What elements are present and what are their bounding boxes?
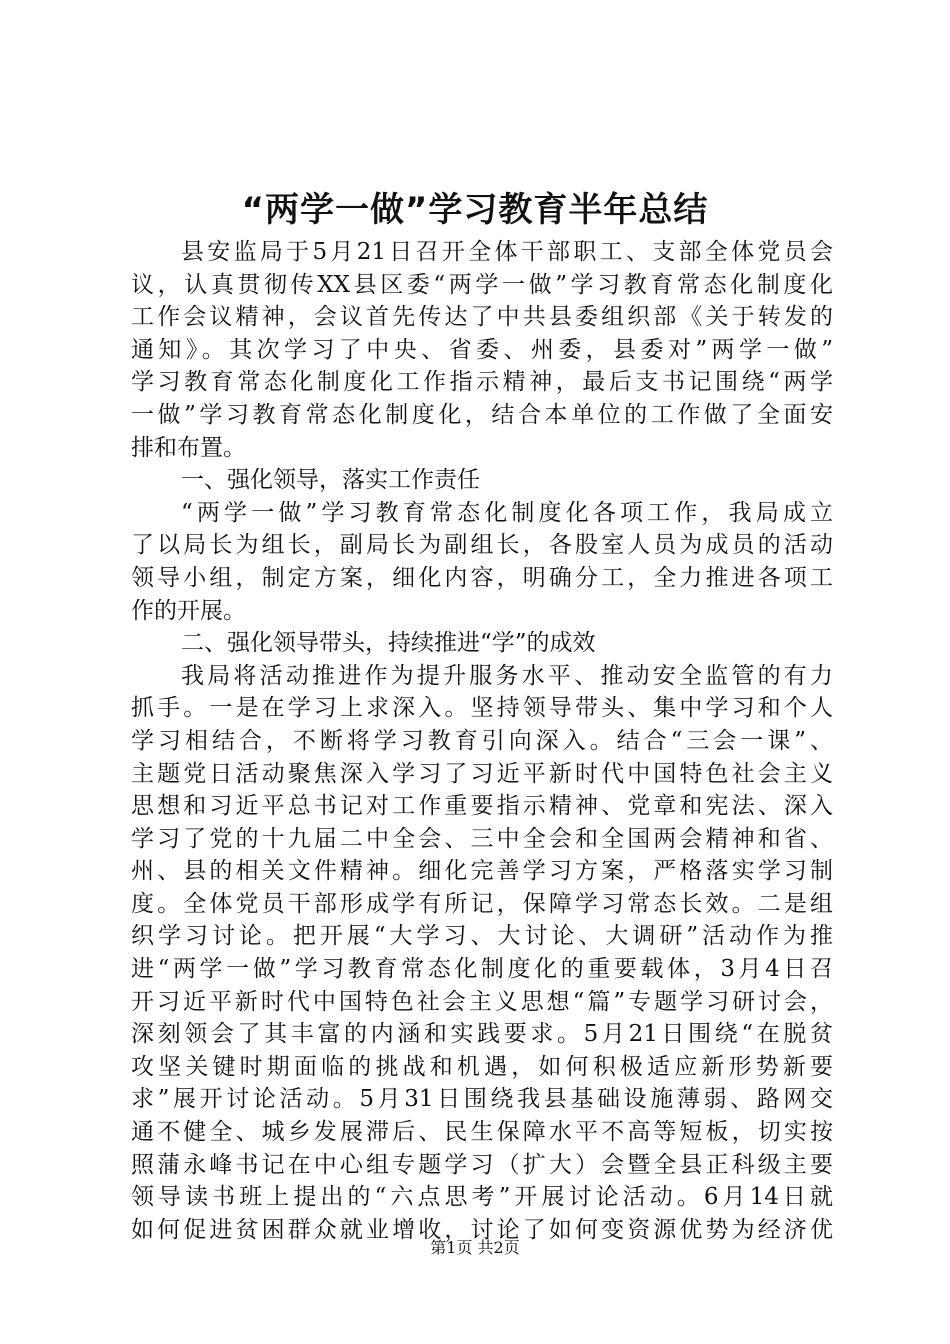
page-footer: 第1页 共2页 — [430, 1238, 520, 1257]
text-line: 了以局长为组长，副局长为副组长，各股室人员为成员的活动 — [131, 532, 833, 559]
text-line: 议，认真贯彻传XX县区委“两学一做”学习教育常态化制度化 — [131, 271, 833, 298]
text-line: 排和布置。 — [131, 434, 246, 461]
text-line: 攻坚关键时期面临的挑战和机遇，如何积极适应新形势新要 — [131, 1053, 833, 1080]
text-line: 学习相结合，不断将学习教育引向深入。结合“三会一课”、 — [131, 727, 833, 754]
text-line: 深刻领会了其丰富的内涵和实践要求。5月21日围绕“在脱贫 — [131, 1021, 833, 1048]
text-line: 工作会议精神，会议首先传达了中共县委组织部《关于转发的 — [131, 304, 833, 331]
text-line: 抓手。一是在学习上求深入。坚持领导带头、集中学习和个人 — [131, 695, 833, 722]
text-line: 主题党日活动聚焦深入学习了习近平新时代中国特色社会主义 — [131, 760, 833, 787]
text-line: 一做”学习教育常态化制度化，结合本单位的工作做了全面安 — [131, 401, 833, 428]
text-line: 一、强化领导，落实工作责任 — [181, 467, 480, 494]
text-line: 领导读书班上提出的“六点思考”开展讨论活动。6月14日就 — [131, 1184, 833, 1211]
document-title: “两学一做”学习教育半年总结 — [241, 190, 709, 230]
text-line: 照蒲永峰书记在中心组专题学习（扩大）会暨全县正科级主要 — [131, 1151, 833, 1178]
text-line: 通不健全、城乡发展滞后、民生保障水平不高等短板，切实按 — [131, 1119, 833, 1146]
text-line: 求”展开讨论活动。5月31日围绕我县基础设施薄弱、路网交 — [131, 1086, 833, 1113]
text-line: 学习了党的十九届二中全会、三中全会和全国两会精神和省、 — [131, 825, 833, 852]
text-line: 如何促进贫困群众就业增收，讨论了如何变资源优势为经济优 — [131, 1216, 833, 1243]
text-line: 县安监局于5月21日召开全体干部职工、支部全体党员会 — [181, 239, 833, 265]
document-body — [131, 236, 833, 1246]
text-line: 织学习讨论。把开展“大学习、大讨论、大调研”活动作为推 — [131, 923, 833, 950]
text-line: 思想和习近平总书记对工作重要指示精神、党章和宪法、深入 — [131, 793, 833, 820]
text-line: “两学一做”学习教育常态化制度化各项工作，我局成立 — [181, 499, 833, 526]
text-line: 领导小组，制定方案，细化内容，明确分工，全力推进各项工 — [131, 564, 833, 591]
text-line: 学习教育常态化制度化工作指示精神，最后支书记围绕“两学 — [131, 369, 833, 396]
text-line: 我局将活动推进作为提升服务水平、推动安全监管的有力 — [181, 662, 833, 689]
text-line: 开习近平新时代中国特色社会主义思想“篇”专题学习研讨会， — [131, 988, 833, 1015]
text-line: 度。全体党员干部形成学有所记，保障学习常态长效。二是组 — [131, 890, 833, 917]
text-line: 通知》。其次学习了中央、省委、州委，县委对”两学一做” — [131, 336, 833, 363]
text-line: 州、县的相关文件精神。细化完善学习方案，严格落实学习制 — [131, 858, 833, 885]
text-line: 二、强化领导带头，持续推进“学”的成效 — [181, 630, 596, 657]
text-line: 进“两学一做”学习教育常态化制度化的重要载体，3月4日召 — [131, 956, 833, 983]
text-line: 作的开展。 — [131, 597, 246, 624]
